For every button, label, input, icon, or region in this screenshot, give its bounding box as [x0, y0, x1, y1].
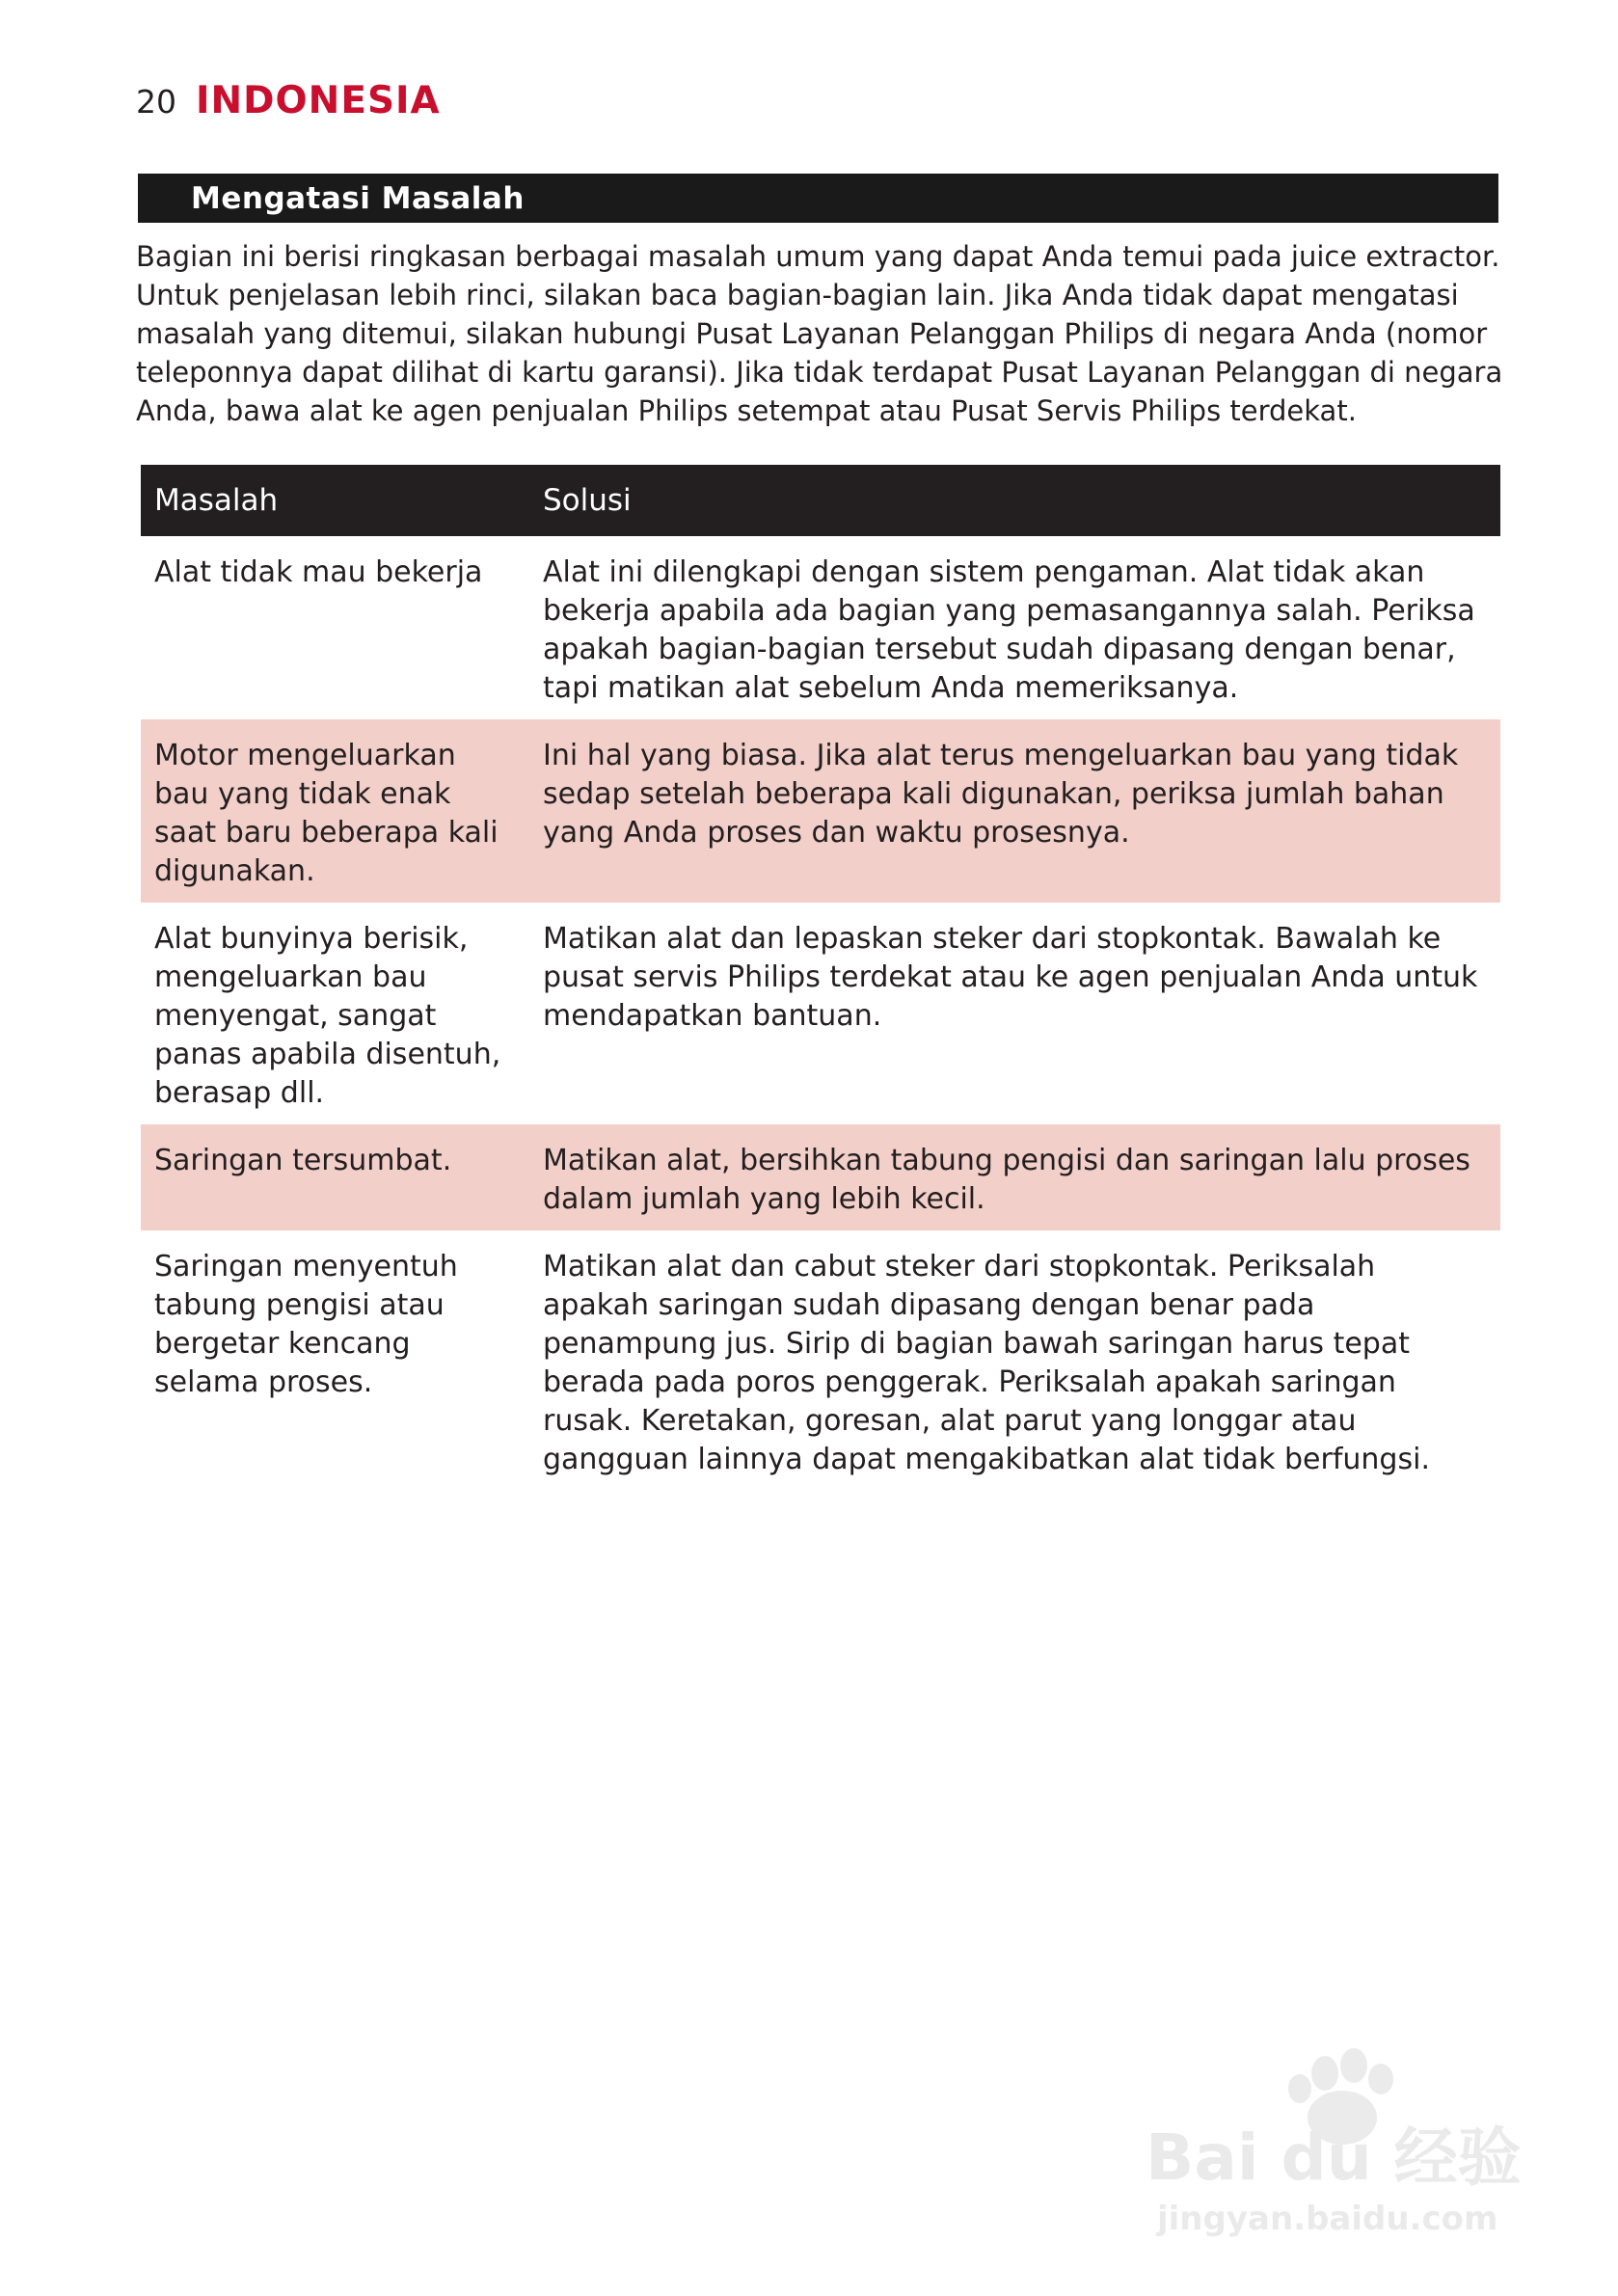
solution-cell: Matikan alat, bersihkan tabung pengisi dan saringan lalu proses dalam jumlah yang lebih kecil.: [529, 1124, 1500, 1230]
column-header-solution: Solusi: [529, 465, 1500, 536]
solution-cell: Matikan alat dan lepaskan steker dari stopkontak. Bawalah ke pusat servis Philips terdekat atau ke agen penjualan Anda untuk mendapatkan bantuan.: [543, 922, 1478, 1033]
solution-cell: Alat ini dilengkapi dengan sistem pengaman. Alat tidak akan bekerja apabila ada bagian yang pemasangannya salah. Periksa apakah bagian-bagian tersebut sudah dipasang dengan benar, tapi matikan alat sebelum Anda memeriksanya.: [543, 555, 1475, 705]
intro-paragraph: Bagian ini berisi ringkasan berbagai masalah umum yang dapat Anda temui pada juice extractor. Untuk penjelasan lebih rinci, silakan baca bagian-bagian lain. Jika Anda tidak dapat mengatasi masalah yang ditemui, silakan hubungi Pusat Layanan Pelanggan Philips di negara Anda (nomor teleponnya dapat dilihat di kartu garansi). Jika tidak terdapat Pusat Layanan Pelanggan di negara Anda, bawa alat ke agen penjualan Philips setempat atau Pusat Servis Philips terdekat.: [136, 240, 1503, 427]
table-row: [141, 719, 1500, 903]
watermark-url: jingyan.baidu.com: [1157, 2200, 1498, 2238]
table-row: [141, 1124, 1500, 1230]
table-row: [141, 903, 1500, 1124]
solution-cell: Ini hal yang biasa. Jika alat terus mengeluarkan bau yang tidak sedap setelah beberapa kali digunakan, periksa jumlah bahan yang Anda proses dan waktu prosesnya.: [529, 719, 1500, 903]
language-heading: INDONESIA: [196, 79, 441, 122]
solution-cell: Matikan alat dan cabut steker dari stopkontak. Periksalah apakah saringan sudah dipasang dengan benar pada penampung jus. Sirip di bagian bawah saringan harus tepat berada pada poros penggerak. Periksalah apakah saringan rusak. Keretakan, goresan, alat parut yang longgar atau gangguan lainnya dapat mengakibatkan alat tidak berfungsi.: [543, 1250, 1430, 1476]
problem-cell: Saringan tersumbat.: [141, 1124, 529, 1230]
baidu-watermark: [1136, 2044, 1522, 2247]
problem-cell: Alat tidak mau bekerja: [154, 555, 483, 589]
section-title: Mengatasi Masalah: [191, 180, 525, 216]
page-number: 20: [136, 83, 176, 121]
table-row: [141, 1230, 1500, 1491]
table-header-row: [141, 465, 1500, 536]
page-header: [136, 79, 441, 127]
problem-cell: Alat bunyinya berisik, mengeluarkan bau menyengat, sangat panas apabila disentuh, berasap dll.: [154, 922, 501, 1110]
problem-cell: Motor mengeluarkan bau yang tidak enak saat baru beberapa kali digunakan.: [141, 719, 529, 903]
problem-cell: Saringan menyentuh tabung pengisi atau bergetar kencang selama proses.: [154, 1250, 458, 1399]
column-header-problem: Masalah: [141, 465, 529, 536]
watermark-brand: Bai du 经验: [1146, 2120, 1522, 2195]
section-title-bar: [138, 174, 1498, 223]
table-row: [141, 536, 1500, 719]
troubleshooting-table: [141, 465, 1500, 1491]
